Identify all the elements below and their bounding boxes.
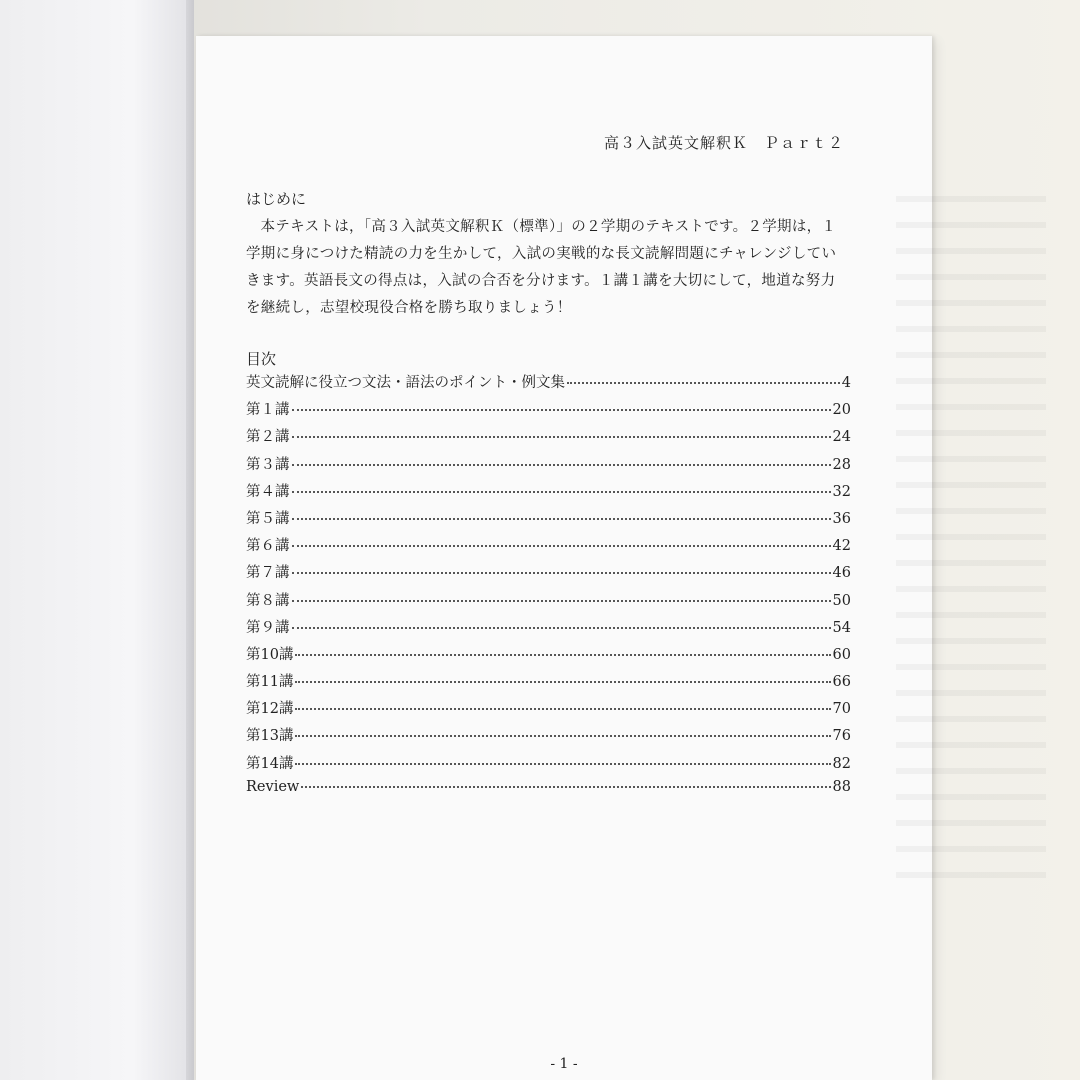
toc-entry-title: 第５講	[246, 510, 290, 527]
toc-leader-dots	[295, 763, 830, 765]
toc-entry	[246, 453, 851, 480]
toc-leader-dots	[292, 627, 831, 629]
intro-heading: はじめに	[246, 190, 307, 208]
toc-entry-page: 24	[832, 429, 851, 446]
toc-entry	[246, 425, 851, 452]
toc-entry-title: 第１講	[246, 402, 290, 419]
toc-entry-title: 第14講	[246, 755, 294, 772]
toc-entry-title: 英文読解に役立つ文法・語法のポイント・例文集	[246, 375, 565, 391]
intro-paragraph: 本テキストは，「高３入試英文解釈Ｋ（標準）」の２学期のテキストです。２学期は，１学期に身につけた精読の力を生かして，入試の実戦的な長文読解問題にチャレンジしていきます。英語長文の得点は，入試の合否を分けます。１講１講を大切にして，地道な努力を継続し，志望校現役合格を勝ち取りましょう！	[246, 219, 837, 316]
toc-leader-dots	[292, 491, 831, 493]
toc-leader-dots	[292, 409, 831, 411]
toc-leader-dots	[295, 681, 830, 683]
toc-entry-page: 66	[832, 674, 851, 691]
toc-entry-title: 第11講	[246, 674, 294, 691]
bleed-through-text	[896, 196, 1046, 896]
toc-entry-title: 第２講	[246, 429, 290, 446]
toc-entry-title: Review	[246, 778, 300, 795]
toc-entry-page: 88	[832, 778, 851, 795]
toc-leader-dots	[295, 654, 830, 656]
toc-leader-dots	[292, 436, 831, 438]
toc-entry-page: 20	[832, 402, 851, 419]
table-of-contents	[246, 371, 851, 806]
toc-entry-page: 28	[832, 456, 851, 473]
toc-entry	[246, 697, 851, 724]
toc-entry-page: 42	[832, 538, 851, 555]
toc-entry-page: 36	[832, 510, 851, 527]
toc-entry-page: 50	[832, 592, 851, 609]
toc-leader-dots	[292, 545, 831, 547]
toc-heading: 目次	[246, 350, 277, 368]
left-page	[0, 0, 190, 1080]
toc-entry-title: 第９講	[246, 619, 290, 636]
toc-entry	[246, 670, 851, 697]
toc-entry-page: 76	[832, 728, 851, 745]
toc-entry-title: 第６講	[246, 538, 290, 555]
toc-entry	[246, 724, 851, 751]
toc-leader-dots	[567, 382, 840, 384]
toc-entry-title: 第７講	[246, 565, 290, 582]
toc-leader-dots	[292, 464, 831, 466]
toc-entry-page: 82	[832, 755, 851, 772]
toc-entry-page: 70	[832, 701, 851, 718]
toc-entry-page: 60	[832, 646, 851, 663]
page-header: 高３入試英文解釈Ｋ Ｐａｒｔ２	[603, 134, 844, 152]
toc-leader-dots	[295, 708, 830, 710]
toc-entry	[246, 534, 851, 561]
toc-leader-dots	[292, 600, 831, 602]
toc-entry	[246, 589, 851, 616]
toc-entry-page: 54	[832, 619, 851, 636]
toc-entry	[246, 643, 851, 670]
toc-entry-title: 第13講	[246, 728, 294, 745]
toc-entry-title: 第４講	[246, 483, 290, 500]
toc-entry	[246, 752, 851, 779]
toc-entry	[246, 371, 851, 398]
toc-leader-dots	[295, 735, 830, 737]
toc-entry	[246, 398, 851, 425]
toc-entry-page: 32	[832, 483, 851, 500]
page-binding-edge	[186, 0, 194, 1080]
toc-entry	[246, 561, 851, 588]
toc-entry	[246, 480, 851, 507]
page-number: - 1 -	[550, 1056, 578, 1072]
toc-entry-title: 第10講	[246, 646, 294, 663]
right-page	[196, 36, 932, 1080]
toc-leader-dots	[301, 786, 830, 788]
toc-leader-dots	[292, 572, 831, 574]
toc-entry-title: 第８講	[246, 592, 290, 609]
toc-entry-page: 4	[841, 375, 851, 391]
toc-entry-title: 第３講	[246, 456, 290, 473]
toc-entry	[246, 616, 851, 643]
toc-entry-page: 46	[832, 565, 851, 582]
toc-leader-dots	[292, 518, 831, 520]
toc-entry	[246, 507, 851, 534]
toc-entry-title: 第12講	[246, 701, 294, 718]
toc-entry	[246, 779, 851, 806]
